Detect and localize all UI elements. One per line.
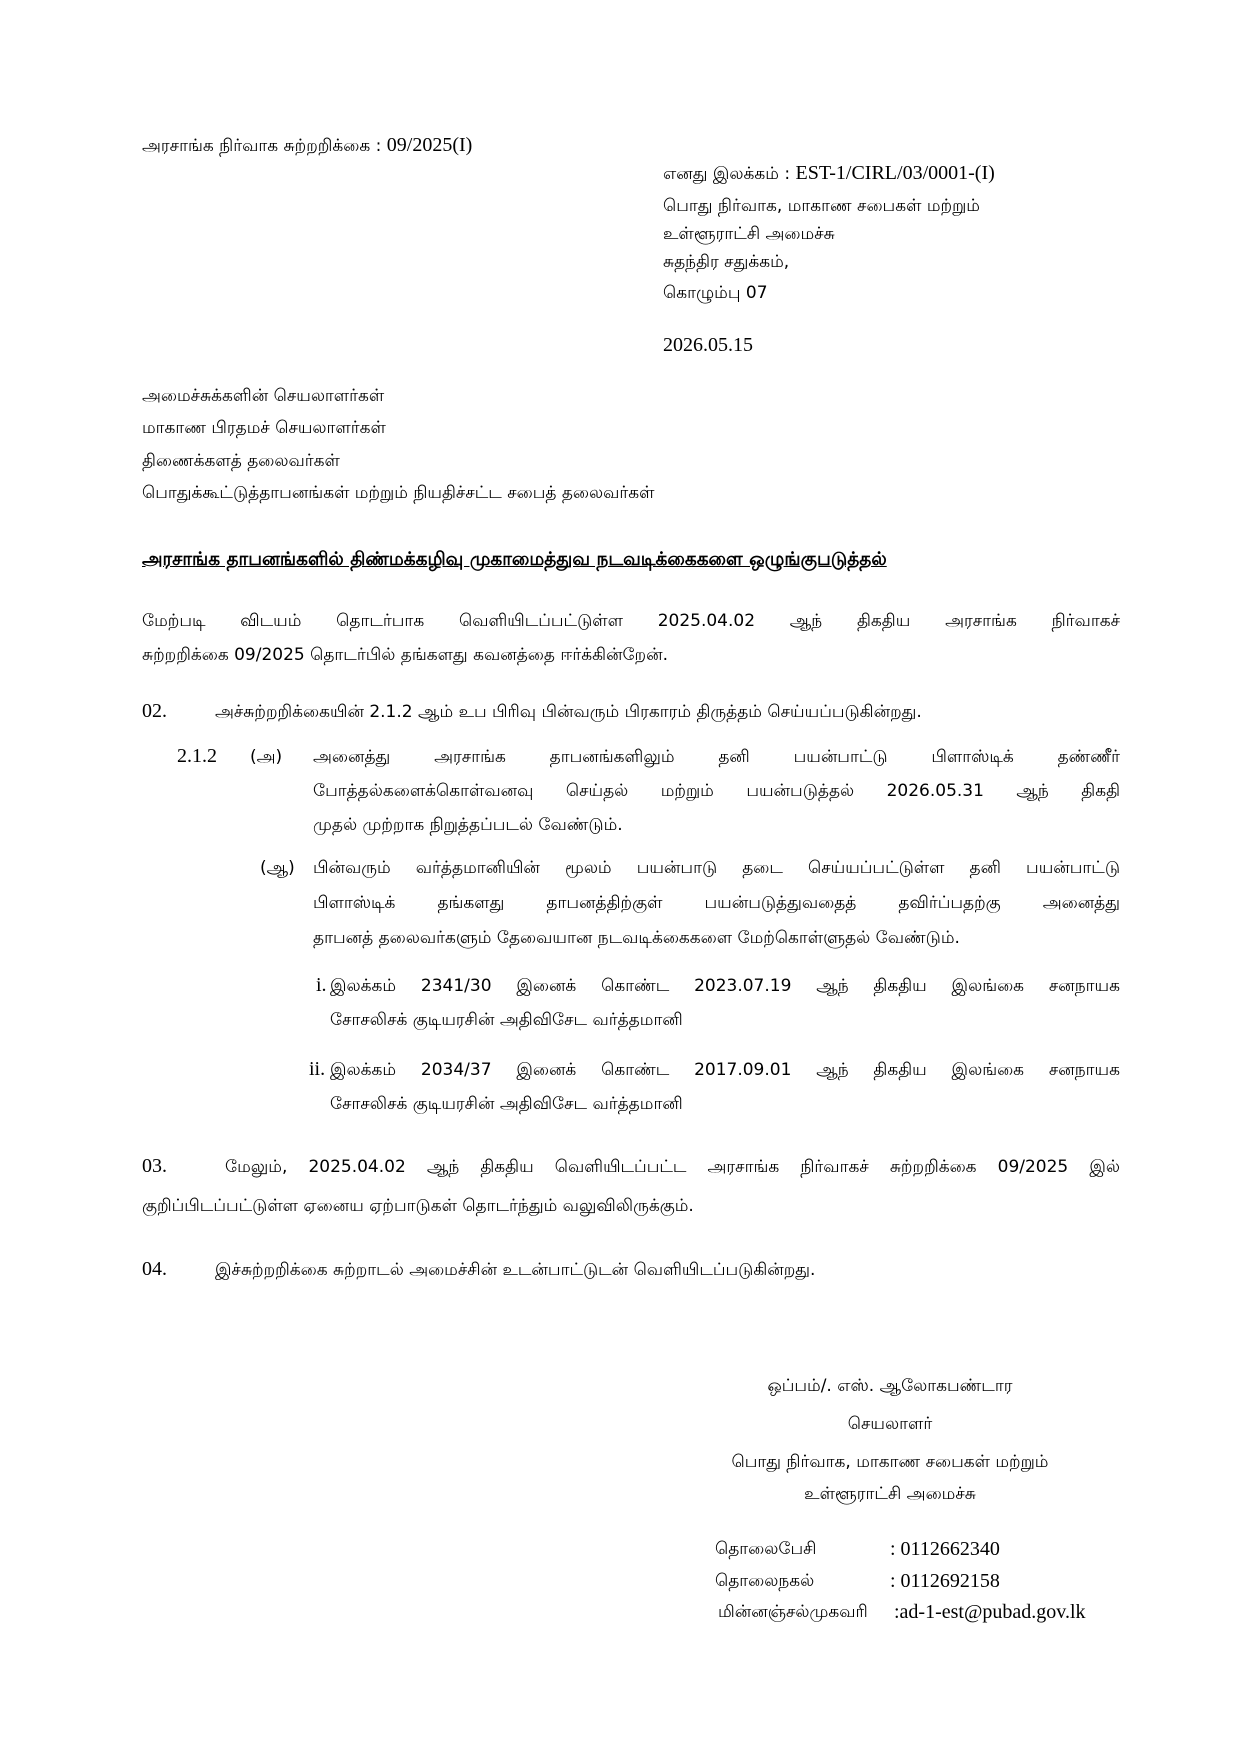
circular-number-line [142,134,472,157]
intro-line-2: சுற்றறிக்கை 09/2025 தொடர்பில் தங்களது கவனத்தை ஈர்க்கின்றேன். [142,645,669,665]
clause-b-line-2: பிளாஸ்டிக் தங்களது தாபனத்திற்குள் பயன்படுத்துவதைத் தவிர்ப்பதற்கு அனைத்து [313,893,1120,913]
circular-label: அரசாங்க நிர்வாக சுற்றறிக்கை : [142,136,387,156]
clause-a-line-3: முதல் முற்றாக நிறுத்தப்படல் வேண்டும். [313,815,623,835]
item-i-line-1: இலக்கம் 2341/30 இனைக் கொண்ட 2023.07.19 ஆந் திகதிய இலங்கை சனநாயக [330,976,1120,996]
signature-ministry-line-2: உள்ளூராட்சி அமைச்சு [804,1484,976,1504]
para-02-number: 02. [142,700,167,722]
address-line-1: பொது நிர்வாக, மாகாண சபைகள் மற்றும் [663,196,980,216]
clause-b-line-3: தாபனத் தலைவர்களும் தேவையான நடவடிக்கைகளை மேற்கொள்ளுதல் வேண்டும். [313,928,960,948]
fax-value: : 0112692158 [890,1570,1000,1592]
email-label: மின்னஞ்சல்முகவரி [718,1602,868,1622]
phone-value: : 0112662340 [890,1538,1000,1560]
para-03-number: 03. [142,1155,167,1177]
clause-a-line-2: போத்தல்களைக்கொள்வனவு செய்தல் மற்றும் பயன்படுத்தல் 2026.05.31 ஆந் திகதி [313,781,1120,801]
recipient-2: மாகாண பிரதமச் செயலாளர்கள் [142,418,386,438]
phone-label: தொலைபேசி [715,1539,817,1559]
clause-b-label: (ஆ) [260,858,295,878]
clause-a-line-1: அனைத்து அரசாங்க தாபனங்களிலும் தனி பயன்பாட்டு பிளாஸ்டிக் தண்ணீர் [313,747,1120,767]
circular-date: 2026.05.15 [663,334,753,356]
signature-designation: செயலாளர் [847,1414,933,1434]
item-i-line-2: சோசலிசக் குடியரசின் அதிவிசேட வர்த்தமானி [330,1010,683,1030]
item-i-label: i. [316,974,327,996]
reference-number: EST-1/CIRL/03/0001-(I) [795,162,995,184]
para-02-text: அச்சுற்றறிக்கையின் 2.1.2 ஆம் உப பிரிவு பின்வரும் பிரகாரம் திருத்தம் செய்யப்படுகின்றது. [215,702,922,722]
address-line-4: கொழும்பு 07 [663,283,768,303]
para-03-line-2: குறிப்பிடப்பட்டுள்ள ஏனைய ஏற்பாடுகள் தொடர்ந்தும் வலுவிலிருக்கும். [142,1196,694,1216]
reference-label: எனது இலக்கம் : [663,164,796,184]
para-04-text: இச்சுற்றறிக்கை சுற்றாடல் அமைச்சின் உடன்பாட்டுடன் வெளியிடப்படுகின்றது. [215,1260,816,1280]
clause-number: 2.1.2 [177,745,217,767]
address-line-3: சுதந்திர சதுக்கம், [663,252,790,272]
intro-line-1: மேற்படி விடயம் தொடர்பாக வெளியிடப்பட்டுள்ள 2025.04.02 ஆந் திகதிய அரசாங்க நிர்வாகச் [142,611,1120,631]
item-ii-line-2: சோசலிசக் குடியரசின் அதிவிசேட வர்த்தமானி [330,1094,683,1114]
para-04-number: 04. [142,1258,167,1280]
email-value: :ad-1-est@pubad.gov.lk [894,1601,1086,1623]
recipient-1: அமைச்சுக்களின் செயலாளர்கள் [142,386,385,406]
recipient-4: பொதுக்கூட்டுத்தாபனங்கள் மற்றும் நியதிச்சட்ட சபைத் தலைவர்கள் [142,483,655,503]
recipient-3: திணைக்களத் தலைவர்கள் [142,451,340,471]
signature-ministry-line-1: பொது நிர்வாக, மாகாண சபைகள் மற்றும் [731,1452,1049,1472]
item-ii-label: ii. [309,1058,326,1080]
clause-b-line-1: பின்வரும் வர்த்தமானியின் மூலம் பயன்பாடு தடை செய்யப்பட்டுள்ள தனி பயன்பாட்டு [313,858,1120,878]
circular-number: 09/2025(I) [386,134,473,156]
item-ii-line-1: இலக்கம் 2034/37 இனைக் கொண்ட 2017.09.01 ஆந் திகதிய இலங்கை சனநாயக [330,1060,1120,1080]
signature-name: ஒப்பம்/. எஸ். ஆலோகபண்டார [767,1376,1013,1396]
circular-title: அரசாங்க தாபனங்களில் திண்மக்கழிவு முகாமைத்துவ நடவடிக்கைகளை ஒழுங்குபடுத்தல் [142,549,887,570]
clause-a-label: (அ) [250,747,283,767]
para-03-line-1: மேலும், 2025.04.02 ஆந் திகதிய வெளியிடப்பட்ட அரசாங்க நிர்வாகச் சுற்றறிக்கை 09/2025 இல் [225,1157,1120,1177]
address-line-2: உள்ளூராட்சி அமைச்சு [663,224,835,244]
reference-number-line [663,162,995,185]
fax-label: தொலைநகல் [715,1571,815,1591]
